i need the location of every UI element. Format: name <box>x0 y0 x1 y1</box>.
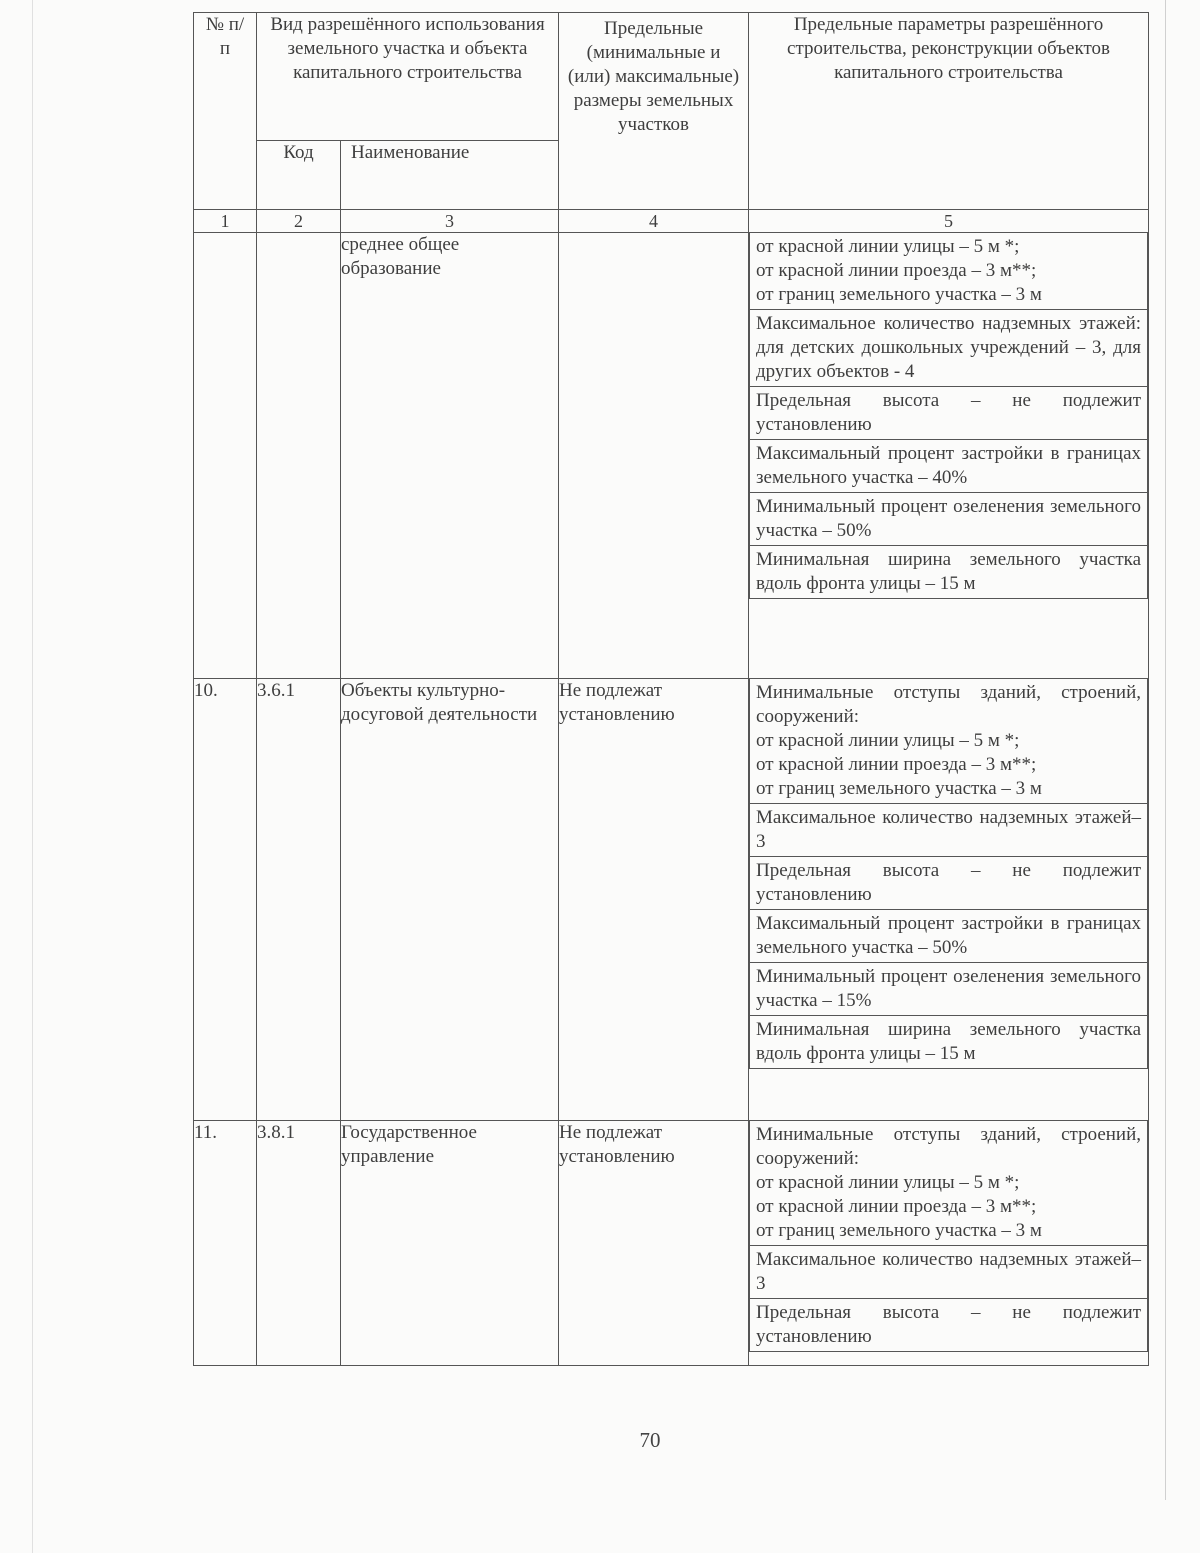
param-line: Предельная высота – не подлежит установлению <box>756 1302 1142 1347</box>
row-code <box>257 233 341 679</box>
row-size: Не подлежат установлению <box>559 1121 749 1366</box>
column-number: 2 <box>257 210 341 233</box>
param-line: от красной линии улицы – 5 м *; <box>756 1172 1020 1193</box>
param-block <box>749 1299 1148 1352</box>
param-line: от красной линии улицы – 5 м *; <box>756 236 1020 257</box>
header-num: № п/п <box>194 13 257 210</box>
table-row <box>194 679 1149 1121</box>
param-block <box>749 1016 1148 1069</box>
row-name: Государственное управление <box>341 1121 559 1366</box>
param-line: от границ земельного участка – 3 м <box>756 1220 1042 1241</box>
param-line: от красной линии проезда – 3 м**; <box>756 754 1037 775</box>
param-line: Максимальное количество надземных этажей: для детских дошкольных учреждений – 3, для других объектов - 4 <box>756 313 1142 382</box>
param-line: Предельная высота – не подлежит установлению <box>756 860 1142 905</box>
header-code: Код <box>257 140 341 209</box>
row-size: Не подлежат установлению <box>559 679 749 1121</box>
param-block <box>749 493 1148 546</box>
param-block <box>749 387 1148 440</box>
row-params <box>749 679 1149 1121</box>
param-line: от красной линии улицы – 5 м *; <box>756 730 1020 751</box>
param-block <box>749 310 1148 387</box>
row-number <box>194 233 257 679</box>
param-line: Предельная высота – не подлежит установлению <box>756 390 1142 435</box>
column-number: 3 <box>341 210 559 233</box>
scan-edge-right <box>1165 0 1166 1500</box>
row-name: среднее общее образование <box>341 233 559 679</box>
param-line: Минимальный процент озеленения земельного участка – 50% <box>756 496 1142 541</box>
row-code: 3.6.1 <box>257 679 341 1121</box>
page-number: 70 <box>639 1428 661 1452</box>
param-line: от границ земельного участка – 3 м <box>756 778 1042 799</box>
param-line: от красной линии проезда – 3 м**; <box>756 260 1037 281</box>
row-params <box>749 1121 1149 1366</box>
column-number: 1 <box>194 210 257 233</box>
table-row <box>194 1121 1149 1366</box>
row-name: Объекты культурно-досуговой деятельности <box>341 679 559 1121</box>
scan-edge-left <box>32 0 33 1553</box>
param-block <box>749 1246 1148 1299</box>
param-line: Минимальные отступы зданий, строений, сооружений: <box>756 1124 1142 1169</box>
param-line: Максимальный процент застройки в границах земельного участка – 50% <box>756 913 1142 958</box>
param-block <box>749 679 1148 804</box>
param-line: Минимальная ширина земельного участка вдоль фронта улицы – 15 м <box>756 549 1142 594</box>
table-row <box>194 233 1149 679</box>
header-name: Наименование <box>341 140 559 209</box>
param-line: Максимальное количество надземных этажей– 3 <box>756 1249 1142 1294</box>
param-line: от границ земельного участка – 3 м <box>756 284 1042 305</box>
header-use-group: Вид разрешённого использования земельного участка и объекта капитального строительства <box>257 13 559 141</box>
param-line: Минимальный процент озеленения земельного участка – 15% <box>756 966 1142 1011</box>
param-block <box>749 857 1148 910</box>
column-number: 5 <box>749 210 1149 233</box>
param-block <box>749 233 1148 310</box>
row-number: 10. <box>194 679 257 1121</box>
header-params: Предельные параметры разрешённого строительства, реконструкции объектов капитального строительства <box>749 13 1149 210</box>
param-line: Максимальное количество надземных этажей– 3 <box>756 807 1142 852</box>
row-size <box>559 233 749 679</box>
param-block <box>749 910 1148 963</box>
column-number-row <box>194 210 1149 233</box>
param-block <box>749 546 1148 599</box>
param-block <box>749 963 1148 1016</box>
param-block <box>749 440 1148 493</box>
row-params <box>749 233 1149 679</box>
param-line: Минимальные отступы зданий, строений, сооружений: <box>756 682 1142 727</box>
param-line: от красной линии проезда – 3 м**; <box>756 1196 1037 1217</box>
row-number: 11. <box>194 1121 257 1366</box>
table-body <box>194 233 1149 1366</box>
header-size: Предельные (минимальные и (или) максимальные) размеры земельных участков <box>559 13 749 210</box>
param-block <box>749 804 1148 857</box>
param-line: Минимальная ширина земельного участка вдоль фронта улицы – 15 м <box>756 1019 1142 1064</box>
regulations-table <box>193 12 1149 1366</box>
row-code: 3.8.1 <box>257 1121 341 1366</box>
column-number: 4 <box>559 210 749 233</box>
param-line: Максимальный процент застройки в границах земельного участка – 40% <box>756 443 1142 488</box>
header-row-1 <box>194 13 1149 141</box>
param-block <box>749 1121 1148 1246</box>
